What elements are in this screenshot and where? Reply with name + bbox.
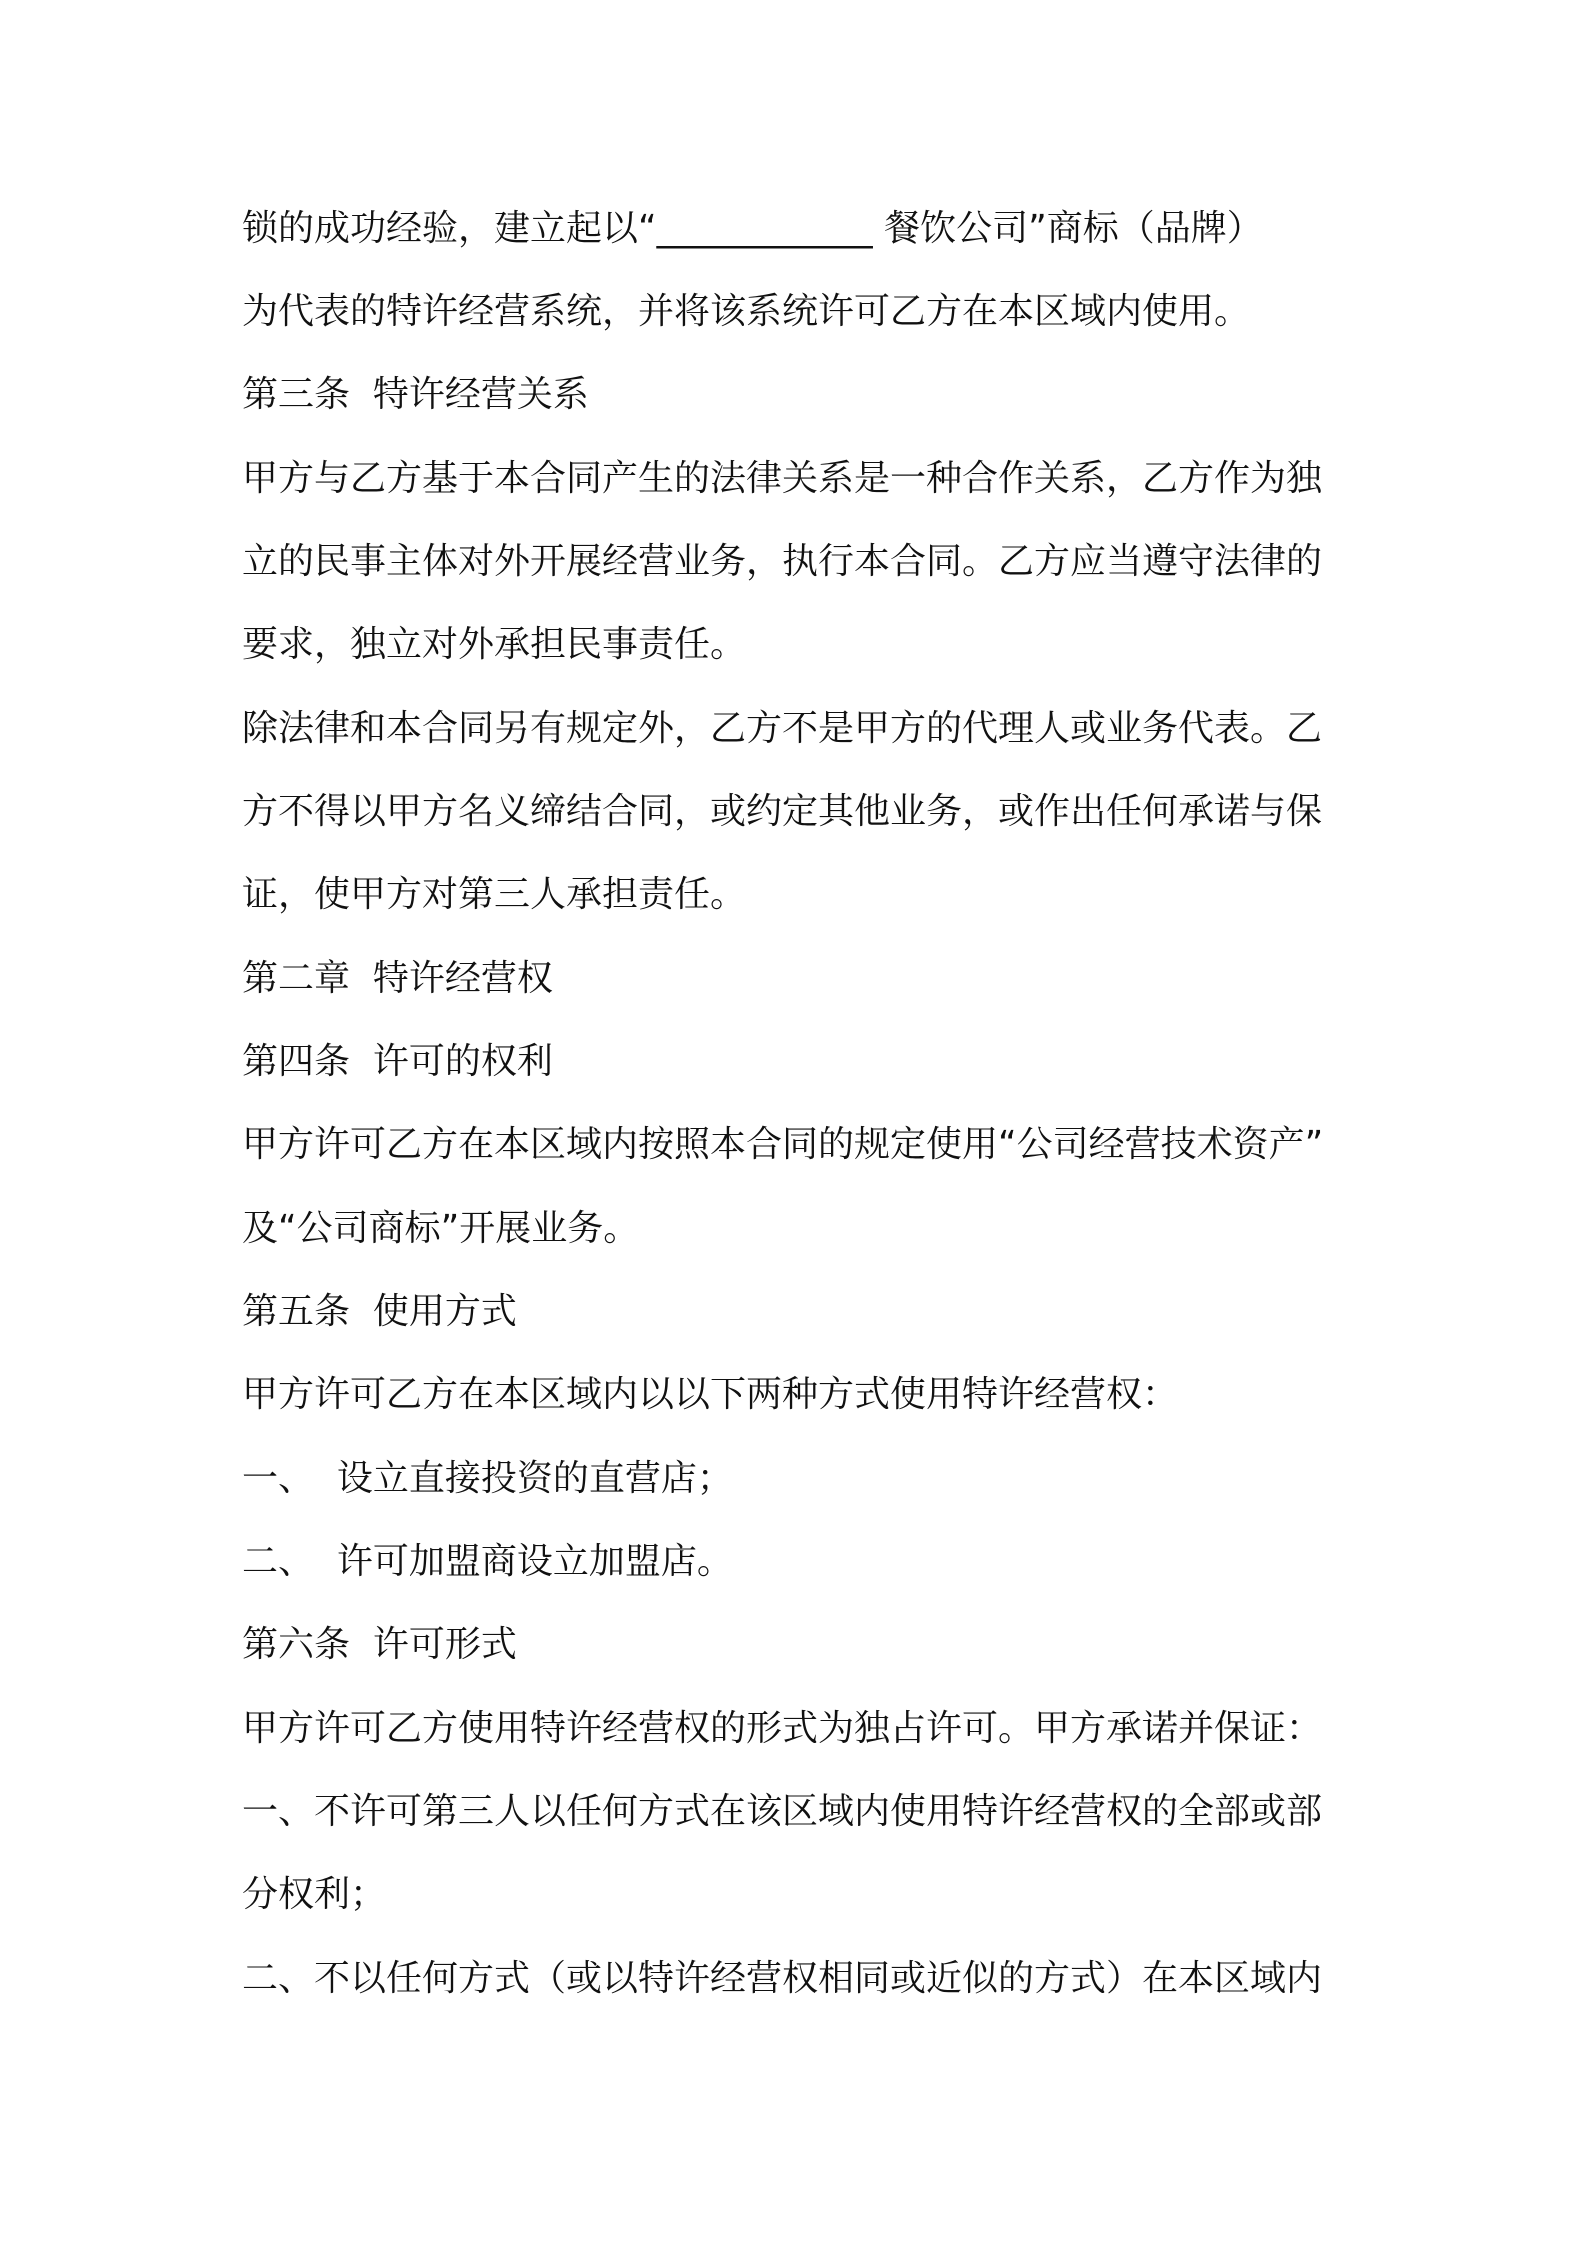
chapter-heading: 第二章 特许经营权 — [242, 958, 553, 999]
text-line: 锁的成功经验，建立起以“____________ 餐饮公司”商标（品牌） — [242, 208, 1263, 249]
text-line: 甲方许可乙方使用特许经营权的形式为独占许可。甲方承诺并保证： — [242, 1708, 1323, 1749]
text-line: 分权利； — [242, 1874, 387, 1915]
list-item: 一、 设立直接投资的直营店； — [242, 1458, 733, 1499]
text-line: 除法律和本合同另有规定外，乙方不是甲方的代理人或业务代表。乙 — [242, 708, 1323, 749]
text-line: 要求，独立对外承担民事责任。 — [242, 624, 747, 665]
list-item: 二、不以任何方式（或以特许经营权相同或近似的方式）在本区域内 — [242, 1958, 1323, 1999]
text-line: 甲方与乙方基于本合同产生的法律关系是一种合作关系，乙方作为独 — [242, 458, 1323, 499]
text-line: 立的民事主体对外开展经营业务，执行本合同。乙方应当遵守法律的 — [242, 541, 1323, 582]
text-line: 及“公司商标”开展业务。 — [242, 1208, 640, 1249]
text-line: 方不得以甲方名义缔结合同，或约定其他业务，或作出任何承诺与保 — [242, 791, 1323, 832]
text-line: 甲方许可乙方在本区域内按照本合同的规定使用“公司经营技术资产” — [242, 1124, 1324, 1165]
text-line: 为代表的特许经营系统，并将该系统许可乙方在本区域内使用。 — [242, 291, 1251, 332]
text-line: 甲方许可乙方在本区域内以以下两种方式使用特许经营权： — [242, 1374, 1179, 1415]
list-item: 一、不许可第三人以任何方式在该区域内使用特许经营权的全部或部 — [242, 1791, 1323, 1832]
text-line: 证，使甲方对第三人承担责任。 — [242, 874, 747, 915]
section-heading: 第四条 许可的权利 — [242, 1041, 553, 1082]
list-item: 二、 许可加盟商设立加盟店。 — [242, 1541, 733, 1582]
section-heading: 第五条 使用方式 — [242, 1291, 517, 1332]
section-heading: 第六条 许可形式 — [242, 1624, 517, 1665]
section-heading: 第三条 特许经营关系 — [242, 374, 589, 415]
